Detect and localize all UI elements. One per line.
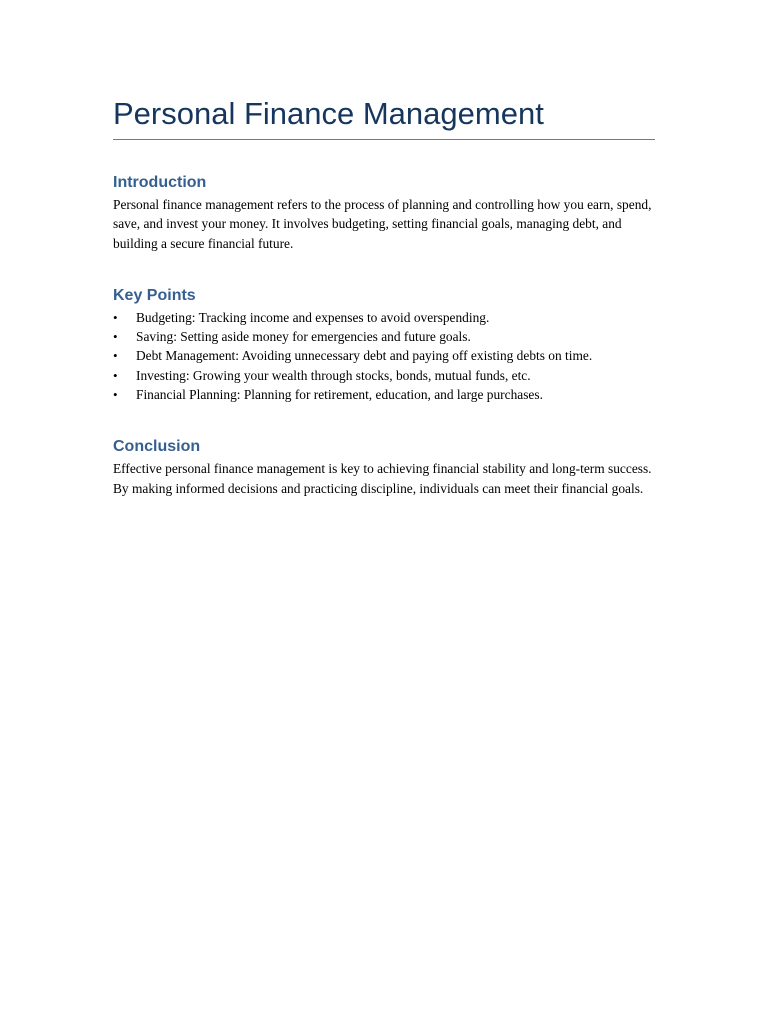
- list-item: [113, 308, 655, 327]
- bullet-icon: •: [113, 387, 118, 403]
- key-points-heading: Key Points: [113, 286, 196, 304]
- list-item-text: Debt Management: Avoiding unnecessary debt and paying off existing debts on time.: [136, 348, 593, 364]
- list-item-text: Saving: Setting aside money for emergencies and future goals.: [136, 329, 471, 345]
- introduction-paragraph: Personal finance management refers to the process of planning and controlling how you earn, spend, save, and invest your money. It involves budgeting, setting financial goals, managing debt, and building a secure financial future.: [113, 197, 652, 251]
- bullet-icon: •: [113, 329, 118, 345]
- bullet-icon: •: [113, 348, 118, 364]
- document-title: Personal Finance Management: [113, 94, 655, 140]
- list-item: [113, 346, 655, 365]
- key-points-list: [113, 308, 655, 404]
- bullet-icon: •: [113, 309, 118, 325]
- conclusion-heading: Conclusion: [113, 438, 201, 456]
- document-page: [113, 94, 655, 498]
- bullet-icon: •: [113, 367, 118, 383]
- list-item: [113, 366, 655, 385]
- list-item-text: Investing: Growing your wealth through stocks, bonds, mutual funds, etc.: [136, 367, 531, 383]
- list-item: [113, 327, 655, 346]
- conclusion-paragraph: Effective personal finance management is key to achieving financial stability and long-term success. By making informed decisions and practicing discipline, individuals can meet their financial goals.: [113, 461, 652, 496]
- introduction-heading: Introduction: [113, 174, 207, 191]
- list-item-text: Budgeting: Tracking income and expenses to avoid overspending.: [136, 309, 490, 325]
- list-item-text: Financial Planning: Planning for retirement, education, and large purchases.: [136, 387, 543, 403]
- list-item: [113, 385, 655, 404]
